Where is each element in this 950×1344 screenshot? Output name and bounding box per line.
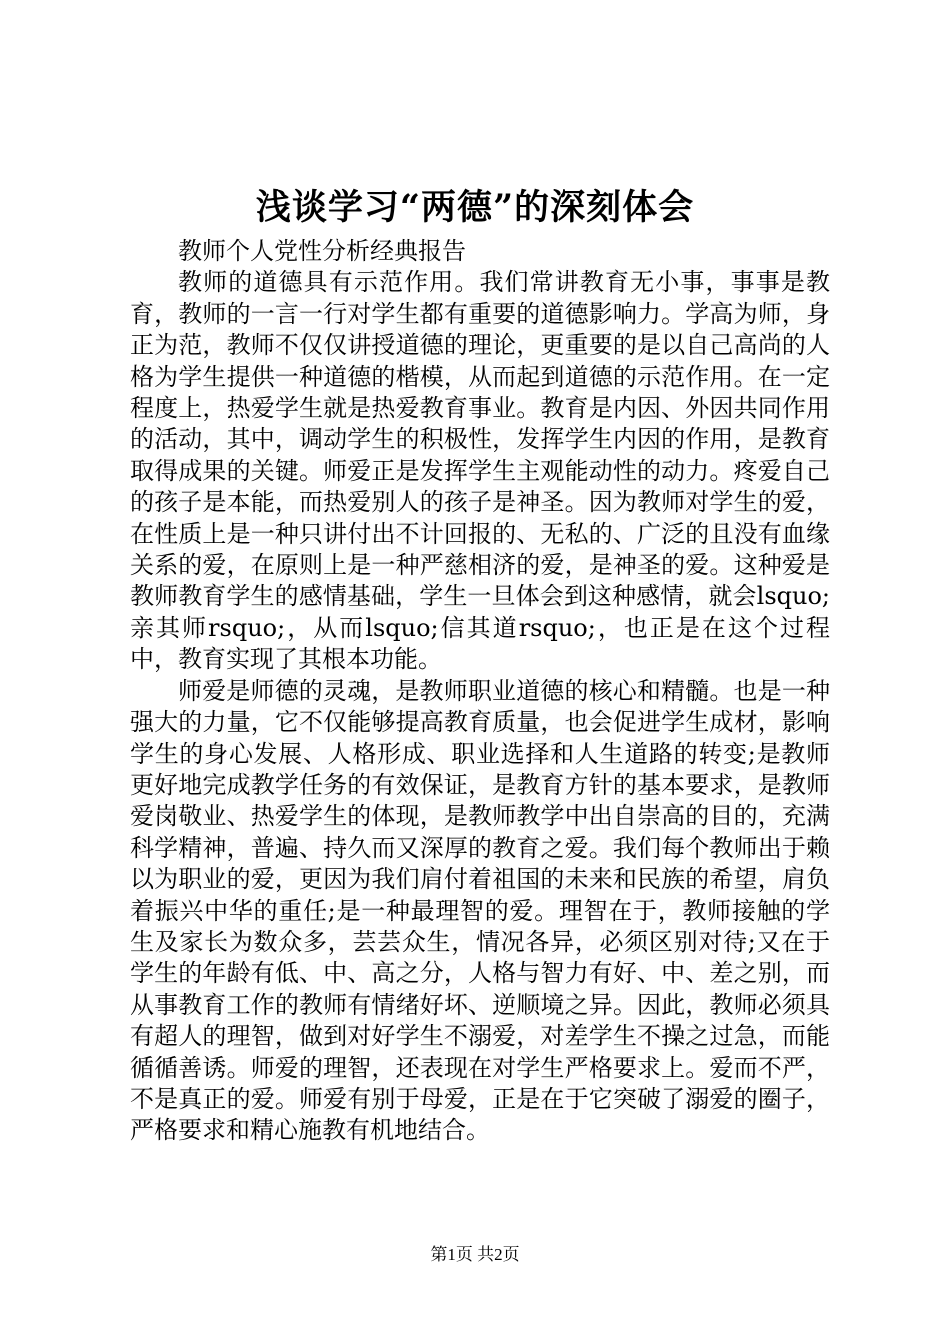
paragraph-1: 教师的道德具有示范作用。我们常讲教育无小事，事事是教育，教师的一言一行对学生都有重要的道德影响力。学高为师，身正为范，教师不仅仅讲授道德的理论，更重要的是以自己高尚的人格为学生提供一种道德的楷模，从而起到道德的示范作用。在一定程度上，热爱学生就是热爱教育事业。教育是内因、外因共同作用的活动，其中，调动学生的积极性，发挥学生内因的作用，是教育取得成果的关键。师爱正是发挥学生主观能动性的动力。疼爱自己的孩子是本能，而热爱别人的孩子是神圣。因为教师对学生的爱，在性质上是一种只讲付出不计回报的、无私的、广泛的且没有血缘关系的爱，在原则上是一种严慈相济的爱，是神圣的爱。这种爱是教师教育学生的感情基础，学生一旦体会到这种感情，就会lsquo;亲其师rsquo;，从而lsquo;信其道rsquo;，也正是在这个过程中，教育实现了其根本功能。 bbox=[130, 268, 830, 674]
document-title: 浅谈学习“两德”的深刻体会 bbox=[255, 187, 695, 228]
paragraph-2: 师爱是师德的灵魂，是教师职业道德的核心和精髓。也是一种强大的力量，它不仅能够提高教育质量，也会促进学生成材，影响学生的身心发展、人格形成、职业选择和人生道路的转变;是教师更好地完成教学任务的有效保证，是教育方针的基本要求，是教师爱岗敬业、热爱学生的体现，是教师教学中出自崇高的目的，充满科学精神，普遍、持久而又深厚的教育之爱。我们每个教师出于赖以为职业的爱，更因为我们肩付着祖国的未来和民族的希望，肩负着振兴中华的重任;是一种最理智的爱。理智在于，教师接触的学生及家长为数众多，芸芸众生，情况各异，必须区别对待;又在于学生的年龄有低、中、高之分，人格与智力有好、中、差之别，而从事教育工作的教师有情绪好坏、逆顺境之异。因此，教师必须具有超人的理智，做到对好学生不溺爱，对差学生不操之过急，而能循循善诱。师爱的理智，还表现在对学生严格要求上。爱而不严，不是真正的爱。师爱有别于母爱，正是在于它突破了溺爱的圈子，严格要求和精心施教有机地结合。 bbox=[130, 676, 830, 1145]
page-number: 第1页 共2页 bbox=[430, 1245, 520, 1264]
document-subtitle: 教师个人党性分析经典报告 bbox=[178, 237, 466, 265]
document-body bbox=[130, 236, 830, 1147]
page-footer bbox=[0, 1244, 950, 1266]
